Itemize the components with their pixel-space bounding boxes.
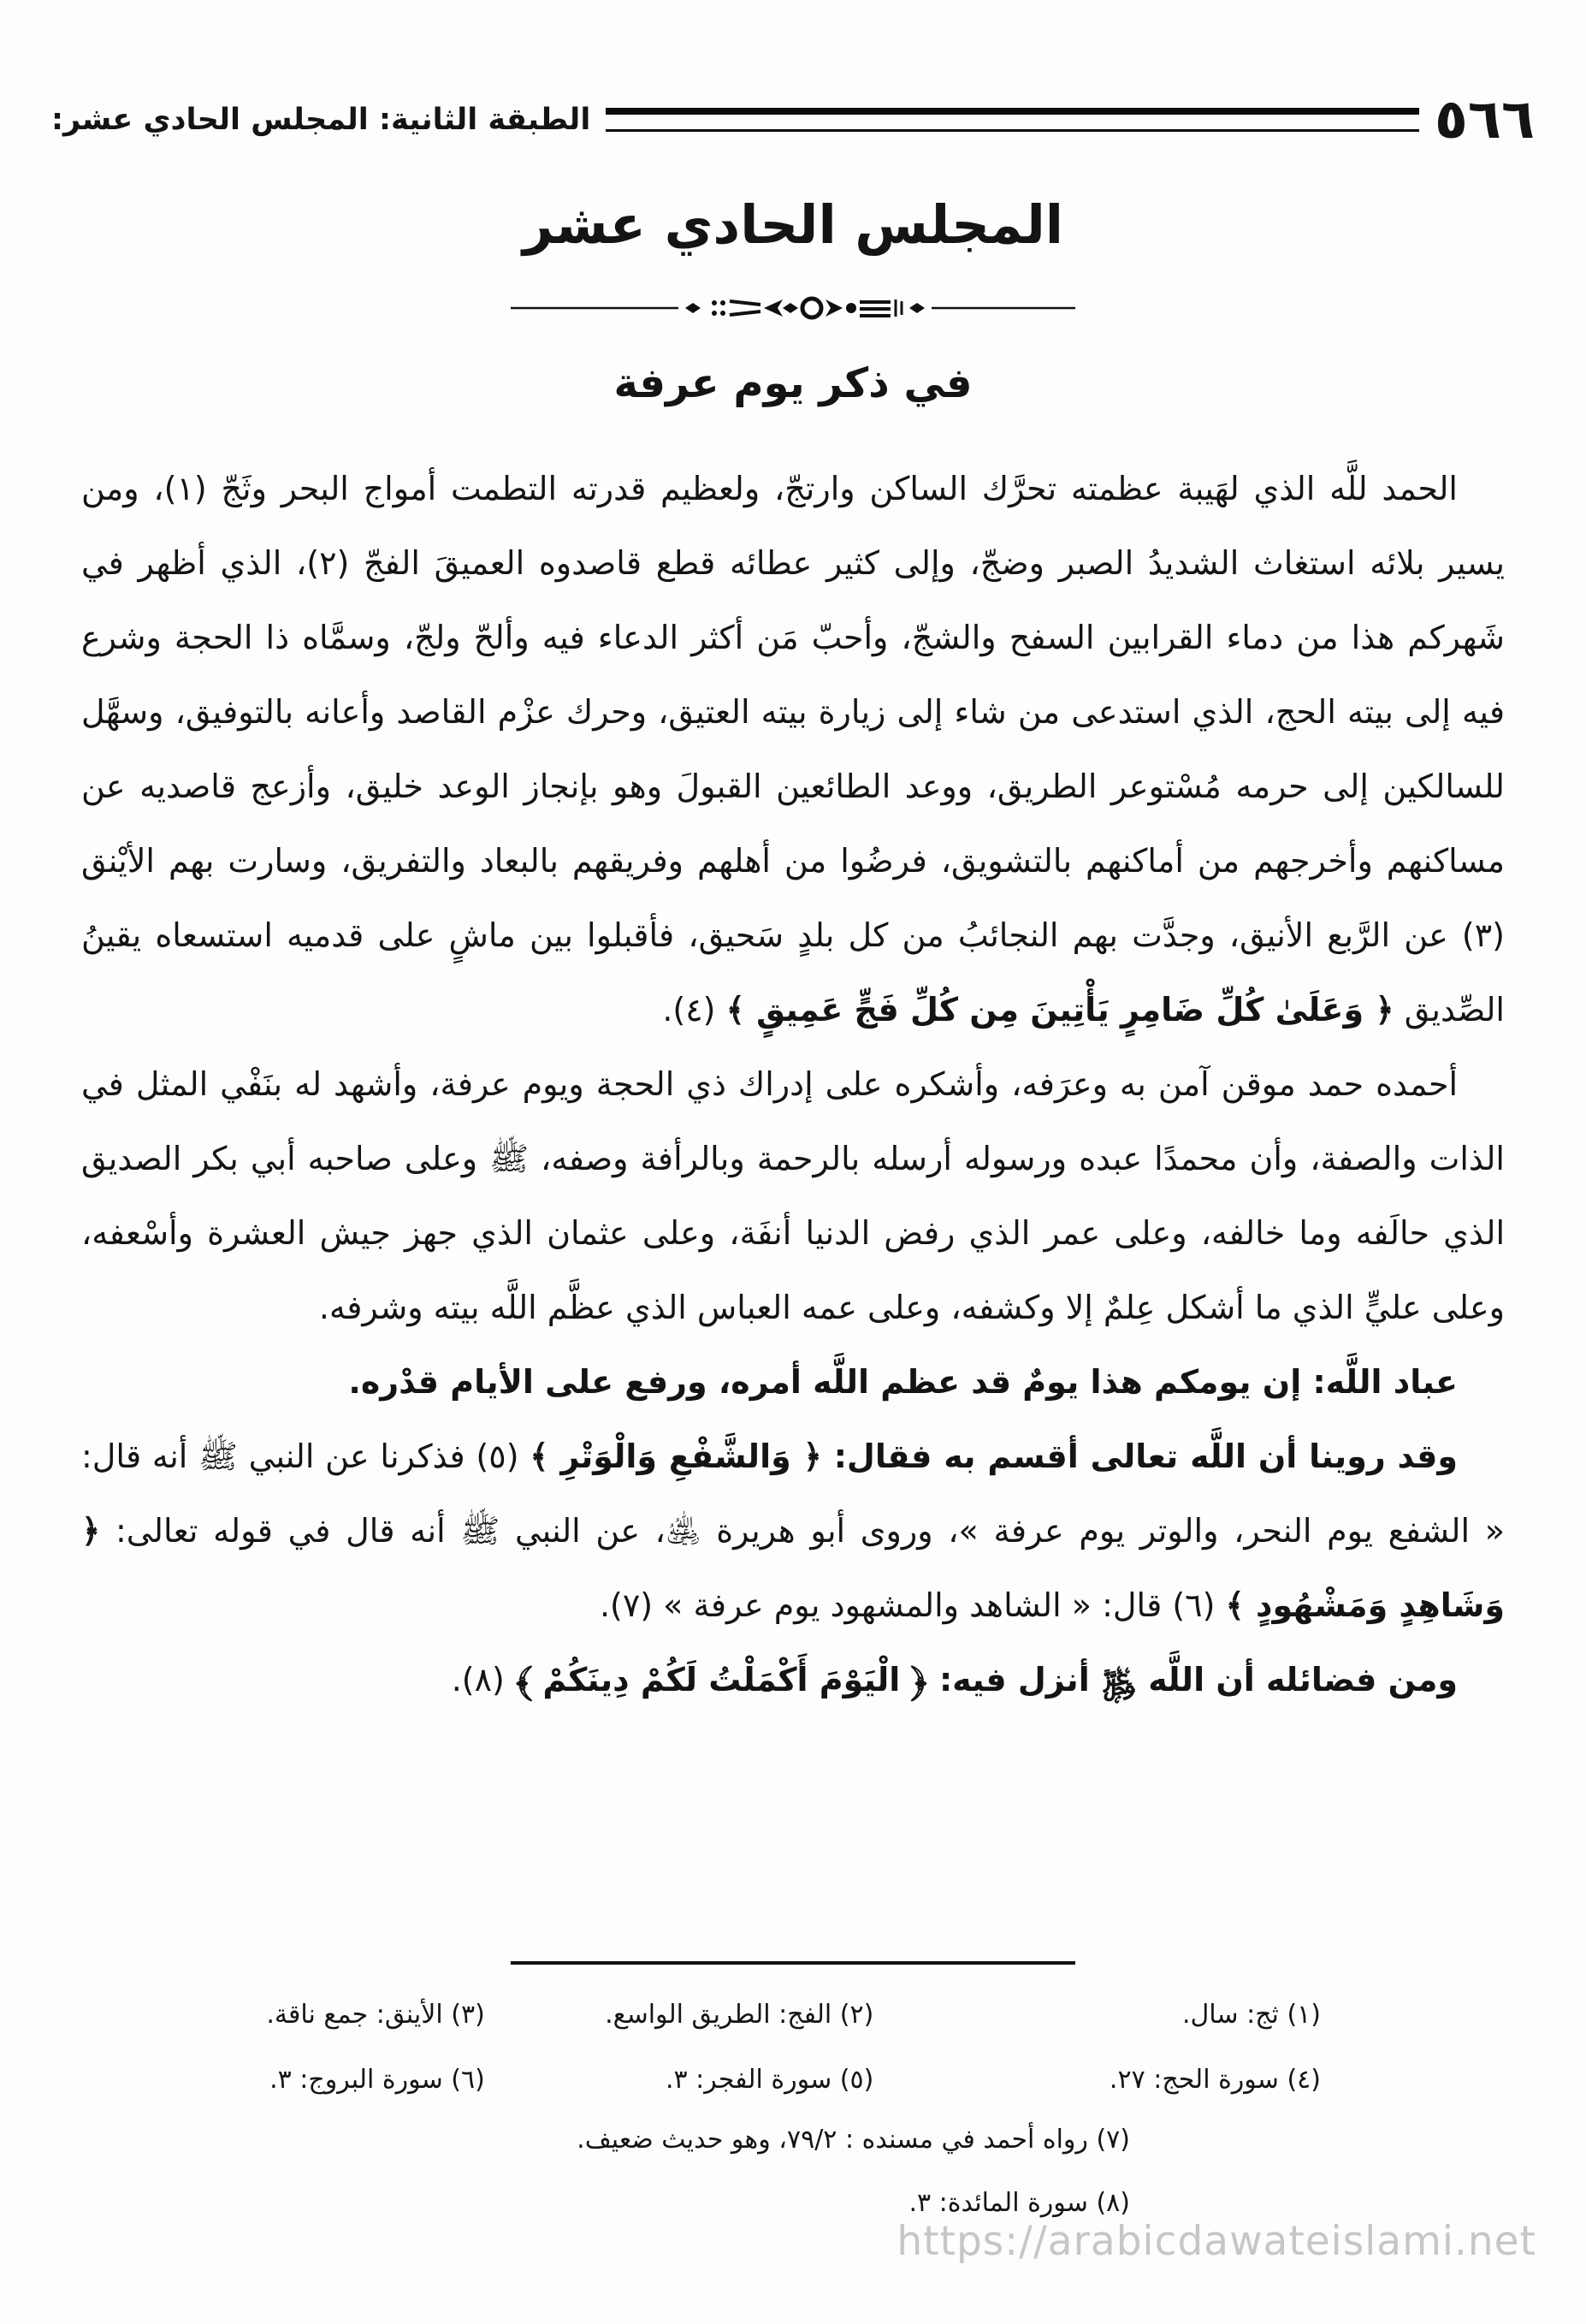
- paragraph-ibad-allah: [81, 1345, 1505, 1420]
- text-run: (٦) قال: « الشاهد والمشهود يوم عرفة » (٧).: [599, 1586, 1226, 1624]
- running-header: [51, 88, 1535, 151]
- quran-verse: ﴿ الْيَوْمَ أَكْمَلْتُ لَكُمْ دِينَكُمْ ﴾: [514, 1661, 928, 1699]
- footnote-7: (٧) رواه أحمد في مسنده : ٧٩/٢، وهو حديث ضعيف.: [577, 2125, 1130, 2155]
- chapter-heading: [0, 193, 1586, 407]
- quran-verse: ﴿ وَالشَّفْعِ وَالْوَتْرِ ﴾: [530, 1438, 822, 1475]
- quran-verse: ﴿ وَعَلَىٰ كُلِّ ضَامِرٍ يَأْتِينَ مِن كُلِّ فَجٍّ عَمِيقٍ ﴾: [725, 991, 1394, 1029]
- paragraph-qad-ruwina: [81, 1420, 1505, 1643]
- footnote-8: (٨) سورة المائدة: ٣.: [908, 2188, 1130, 2218]
- chapter-title: المجلس الحادي عشر: [522, 193, 1064, 256]
- ornamental-divider-icon: [511, 291, 1075, 329]
- text-run-bold: ومن فضائله أن اللَّه ﷿ أنزل فيه:: [927, 1661, 1458, 1699]
- paragraph-ahmaduhu: [81, 1047, 1505, 1345]
- footnote-separator: [511, 1961, 1075, 1965]
- paragraph-hamd: [81, 452, 1505, 1047]
- footnote-grid: [81, 1987, 1505, 2108]
- text-run: (٤).: [662, 991, 726, 1029]
- footnote-2: (٢) الفج: الطريق الواسع.: [605, 2000, 874, 2030]
- footnote-4: (٤) سورة الحج: ٢٧.: [1109, 2065, 1321, 2095]
- text-run-bold: وقد روينا أن اللَّه تعالى أقسم به فقال:: [821, 1438, 1459, 1475]
- footnote-6: (٦) سورة البروج: ٣.: [269, 2065, 485, 2095]
- footnote-1: (١) ثج: سال.: [1181, 2000, 1321, 2030]
- page-number: ٥٦٦: [1434, 88, 1535, 151]
- text-run-bold: عباد اللَّه: إن يومكم هذا يومٌ قد عظم اللَّه أمره، ورفع على الأيام قدْره.: [348, 1363, 1458, 1401]
- footnote-5: (٥) سورة الفجر: ٣.: [665, 2065, 874, 2095]
- running-title: الطبقة الثانية: المجلس الحادي عشر:: [51, 103, 591, 137]
- header-double-rule: [606, 108, 1418, 132]
- text-run: (٨).: [451, 1661, 515, 1699]
- text-run: الحمد للَّه الذي لهَيبة عظمته تحرَّك الساكن وارتجّ، ولعظيم قدرته التطمت أمواج البحر وثَجّ (١)، ومن يسير بلائه استغاث الشديدُ الصبر وضجّ، وإلى كثير عطائه قطع قاصدوه العميقَ الفجّ (٢)، الذي أظهر في شَهركم هذا من دماء القرابين السفح والشجّ، وأحبّ مَن أكثر الدعاء فيه وألحّ ولجّ، وسمَّاه ذا الحجة وشرع فيه إلى بيته الحج، الذي استدعى من شاء إلى زيارة بيته العتيق، وحرك عزْم القاصد وأعانه بالتوفيق، وسهَّل للسالكين إلى حرمه مُسْتوعر الطريق، ووعد الطائعين القبولَ وهو بإنجاز الوعد خليق، وأزعج قاصديه عن مساكنهم وأخرجهم من أماكنهم بالتشويق، فرضُوا من أهلهم وفريقهم بالبعاد والتفريق، وسارت بهم الأيْنق (٣) عن الرَّبع الأنيق، وجدَّت بهم النجائبُ من كل بلدٍ سَحيق، فأقبلوا بين ماشٍ على قدميه استسعاه يقينُ الصِّديق: [81, 470, 1505, 1029]
- quran-verse: ﴿ وَشَاهِدٍ وَمَشْهُودٍ ﴾: [81, 1512, 1505, 1624]
- watermark-url: https://arabicdawateislami.net: [897, 2218, 1536, 2265]
- text-run: أحمده حمد موقن آمن به وعرَفه، وأشكره على إدراك ذي الحجة ويوم عرفة، وأشهد له بنَفْي المثل في الذات والصفة، وأن محمدًا عبده ورسوله أرسله بالرحمة وبالرأفة وصفه، ﷺ وعلى صاحبه أبي بكر الصديق الذي حالَفه وما خالفه، وعلى عمر الذي رفض الدنيا أنفَة، وعلى عثمان الذي جهز جيش العشرة وأسْعفه، وعلى عليٍّ الذي ما أشكل عِلمٌ إلا وكشفه، وعلى عمه العباس الذي عظَّم اللَّه بيته وشرفه.: [81, 1065, 1505, 1326]
- chapter-subtitle: في ذكر يوم عرفة: [613, 359, 973, 407]
- paragraph-fadail: [81, 1643, 1505, 1717]
- footnote-3: (٣) الأينق: جمع ناقة.: [266, 2000, 485, 2030]
- text-run: (٥) فذكرنا عن النبي ﷺ أنه قال: « الشفع يوم النحر، والوتر يوم عرفة »، وروى أبو هريرة ﵁، عن النبي ﷺ أنه قال في قوله تعالى:: [81, 1438, 1505, 1550]
- footnotes: [81, 1987, 1505, 2235]
- body-text: [81, 452, 1505, 1717]
